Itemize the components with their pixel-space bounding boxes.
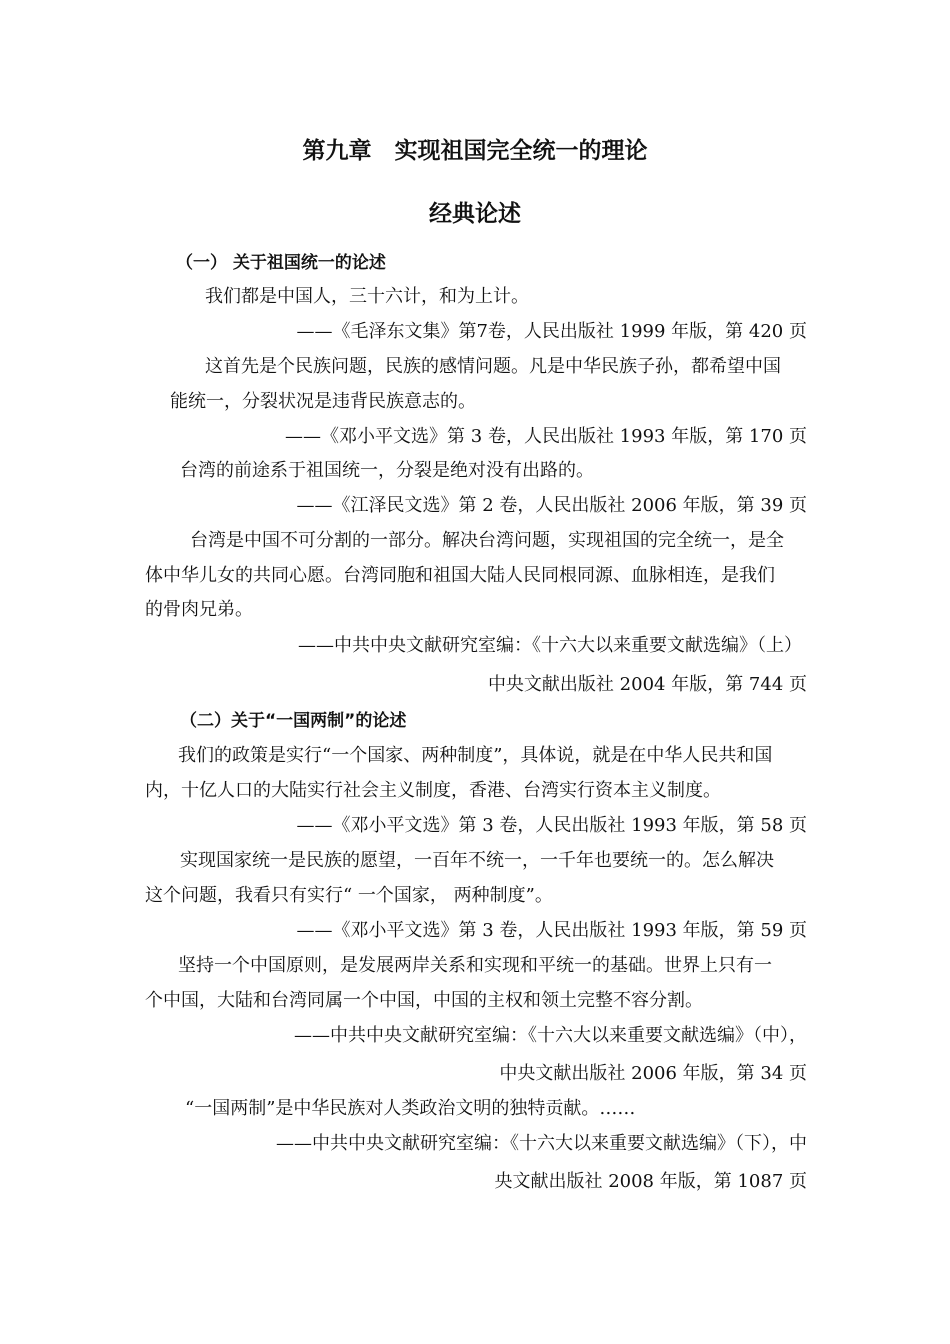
quote-text: 坚持一个中国原则，是发展两岸关系和实现和平统一的基础。世界上只有一 [178, 955, 772, 976]
quote-text: 的骨肉兄弟。 [145, 599, 253, 620]
quote-source: ——《江泽民文选》第 2 卷，人民出版社 2006 年版，第 39 页 [296, 495, 807, 516]
quote-source: 中央文献出版社 2006 年版，第 34 页 [499, 1063, 807, 1084]
quote-source: 央文献出版社 2008 年版，第 1087 页 [494, 1171, 807, 1192]
quote-text: 体中华儿女的共同心愿。台湾同胞和祖国大陆人民同根同源、血脉相连，是我们 [145, 565, 775, 586]
quote-text: 这首先是个民族问题，民族的感情问题。凡是中华民族子孙，都希望中国 [205, 356, 781, 377]
quote-text: 个中国，大陆和台湾同属一个中国，中国的主权和领土完整不容分割。 [145, 990, 703, 1011]
chapter-title: 第九章 实现祖国完全统一的理论 [302, 138, 648, 164]
quote-text: 内，十亿人口的大陆实行社会主义制度，香港、台湾实行资本主义制度。 [145, 780, 721, 801]
quote-text: 我们都是中国人，三十六计，和为上计。 [205, 286, 529, 307]
quote-text: 能统一，分裂状况是违背民族意志的。 [170, 391, 476, 412]
quote-source: ——中共中央文献研究室编：《十六大以来重要文献选编》（上） [298, 635, 802, 656]
quote-source: ——《邓小平文选》第 3 卷，人民出版社 1993 年版，第 170 页 [285, 426, 807, 447]
quote-text: 台湾的前途系于祖国统一，分裂是绝对没有出路的。 [180, 460, 594, 481]
quote-source: ——《毛泽东文集》第7卷，人民出版社 1999 年版，第 420 页 [296, 321, 807, 342]
section-title: 经典论述 [429, 201, 521, 227]
quote-text: 实现国家统一是民族的愿望，一百年不统一，一千年也要统一的。怎么解决 [180, 850, 774, 871]
quote-source: ——中共中央文献研究室编：《十六大以来重要文献选编》（中）， [294, 1025, 807, 1046]
quote-source: ——中共中央文献研究室编：《十六大以来重要文献选编》（下），中 [276, 1133, 807, 1154]
quote-source: 中央文献出版社 2004 年版，第 744 页 [487, 674, 807, 695]
quote-text: 我们的政策是实行“一个国家、两种制度”，具体说，就是在中华人民共和国 [178, 745, 773, 766]
part2-heading: （二）关于“一国两制”的论述 [180, 711, 407, 731]
quote-text: 这个问题，我看只有实行“ 一个国家， 两种制度”。 [145, 885, 553, 906]
quote-text: “一国两制”是中华民族对人类政治文明的独特贡献。…… [185, 1098, 636, 1119]
quote-source: ——《邓小平文选》第 3 卷，人民出版社 1993 年版，第 59 页 [296, 920, 807, 941]
quote-source: ——《邓小平文选》第 3 卷，人民出版社 1993 年版，第 58 页 [296, 815, 807, 836]
part1-heading: （一） 关于祖国统一的论述 [176, 253, 386, 273]
quote-text: 台湾是中国不可分割的一部分。解决台湾问题，实现祖国的完全统一，是全 [190, 530, 784, 551]
